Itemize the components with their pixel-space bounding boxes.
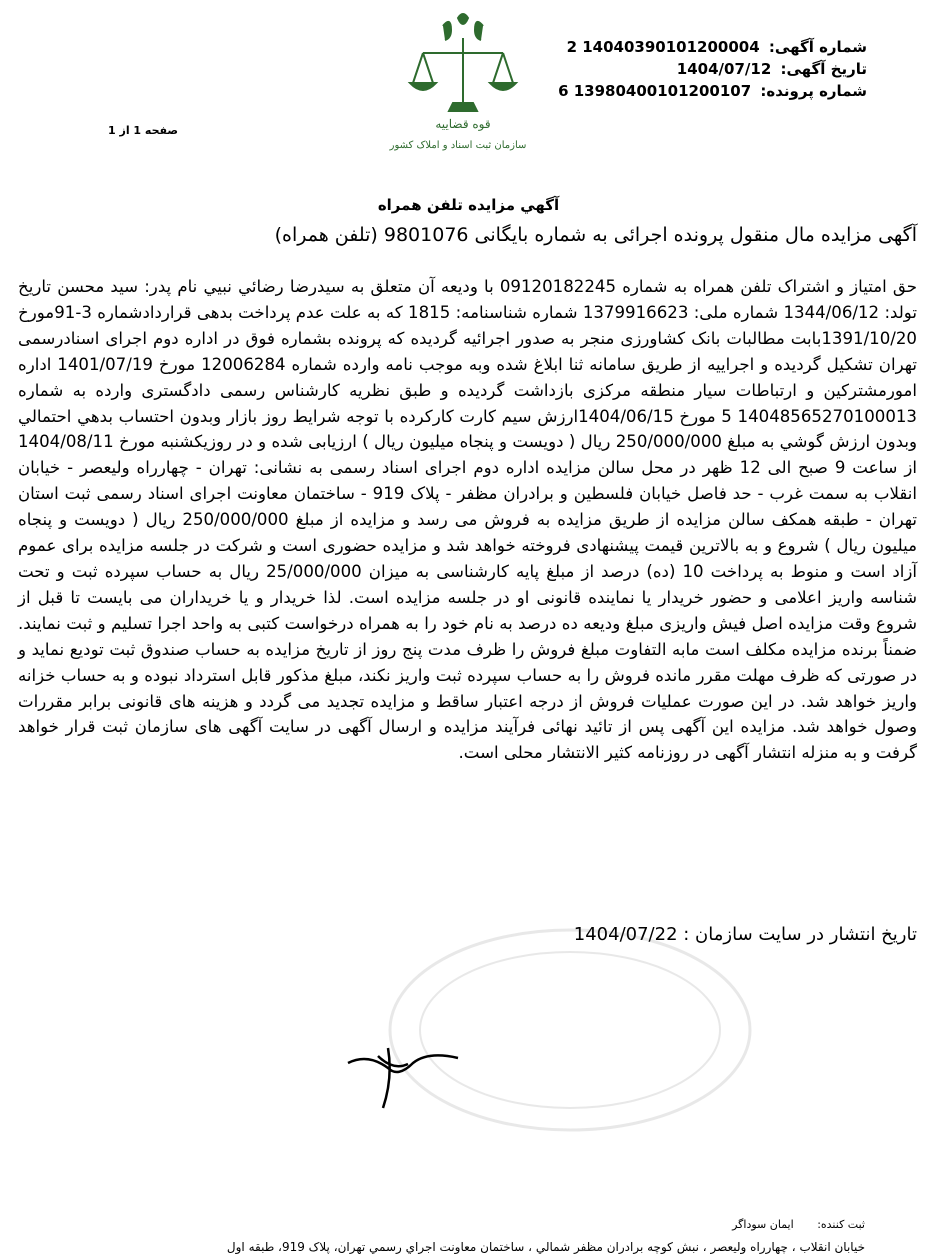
registrar (712, 1218, 865, 1231)
registrar-name: ایمان سوداگر (732, 1218, 794, 1231)
footer-address: خيابان انقلاب ، چهارراه وليعصر ، نبش کوچه برادران مظفر شمالي ، ساختمان معاونت اجراي رسمي تهران، پلاک 919، طبقه اول (226, 1240, 865, 1254)
notice-body-paragraph: حق امتیاز و اشتراک تلفن همراه به شماره 09120182245 با ودیعه آن متعلق به سیدرضا رضائي نبيي نام پدر: سید محسن تاریخ تولد: 1344/06/12 شماره ملی: 1379916623 شماره شناسنامه: 1815 که به علت عدم پرداخت بدهی قراردادشماره 3-91مورخ 1391/10/20بابت مطالبات بانک کشاورزی منجر به صدور اجرائیه گردیده که پرونده بشماره فوق در اداره دوم اجرای اسنادرسمی تهران تشکیل گردیده و اجراییه از طریق سامانه ثنا ابلاغ شده وبه موجب نامه وارده شماره 12006284 مورخ 1401/07/19 اداره امورمشترکین و ارتباطات سیار منطقه مرکزی بازداشت گردیده و طبق نظریه کارشناس رسمی دادگستری وارده به شماره 14048565270100013 5 مورخ 1404/06/15ارزش سیم کارت کارکرده با توجه شرایط روز بازار وبدون احتساب بدهي احتمالي وبدون ارزش گوشي به مبلغ 250/000/000 ريال ( دویست و پنجاه میلیون ریال ) ارزیابی شده و در روزیکشنبه مورخ 1404/08/11 از ساعت 9 صبح الی 12 ظهر در محل سالن مزایده اداره دوم اجرای اسناد رسمی به نشانی: تهران - چهارراه ولیعصر - خیابان انقلاب به سمت غرب - حد فاصل خیابان فلسطین و برادران مظفر - پلاک 919 - ساختمان معاونت اجرای اسناد رسمی ثبت استان تهران - طبقه همکف سالن مزایده از طریق مزایده به فروش می رسد و مزایده از مبلغ 250/000/000 ریال ( دویست و پنجاه میلیون ریال ) شروع و به بالاترین قیمت پیشنهادی فروخته خواهد شد و مزایده حضوری است و شرکت در جلسه مزایده برای عموم آزاد است و منوط به پرداخت 10 (ده) درصد از مبلغ پایه کارشناسی به میزان 25/000/000 ریال به حساب سپرده ثبت و تحت شناسه واریز اعلامی و حضور خریدار یا نماینده قانونی او در جلسه مزایده است. لذا خریدار و یا خریداران می بایست تا قبل از شروع وقت مزایده اصل فیش واریزی مبلغ ودیعه ده درصد به نام خود را به همراه درخواست کتبی به واحد اجرا تسلیم و ثبت نمایند. ضمناً برنده مزایده مکلف است مابه التفاوت مبلغ فروش را ظرف مدت پنج روز از تاریخ مزایده به حساب صندوق ثبت تودیع نماید و در صورتی که ظرف مهلت مقرر مانده فروش را به حساب سپرده ثبت واریز نکند، مبلغ مذکور قابل استرداد نبوده و به حساب خزانه واریز خواهد شد. در این صورت عملیات فروش از درجه اعتبار ساقط و مزایده تجدید می گردد و هزینه های قانونی برابر مقررات وصول خواهد شد. مزایده این آگهی پس از تائید نهائی فرآیند مزایده و ارسال آگهی در سایت آگهی های سازمان ثبت قرار خواهد گرفت و به منزله انتشار آگهی در روزنامه کثیر الانتشار محلی است. (18, 277, 918, 763)
page-subtitle: آگهی مزایده مال منقول پرونده اجرائی به شماره بایگانی 9801076 (تلفن همراه) (274, 224, 917, 246)
notice-number: 14040390101200004 2 (566, 38, 760, 56)
notice-number-label: شماره آگهی: (768, 38, 867, 56)
publish-date: 1404/07/22 (573, 924, 678, 945)
page-number: صفحه 1 از 1 (108, 124, 179, 137)
page-title: آگهي مزايده تلفن همراه (377, 196, 560, 214)
publish-date-label: تاریخ انتشار در سایت سازمان : (683, 924, 917, 945)
signature (338, 1008, 468, 1118)
case-number: 13980400101200107 6 (558, 82, 752, 100)
case-number-label: شماره پرونده: (760, 82, 867, 100)
notice-date-row (558, 58, 867, 80)
notice-meta (558, 36, 867, 102)
notice-date-label: تاریخ آگهی: (780, 60, 867, 78)
notice-body (18, 274, 917, 766)
notice-date: 1404/07/12 (676, 60, 772, 78)
emblem-org-line2: سازمان ثبت اسناد و املاک کشور (389, 140, 527, 151)
case-number-row (558, 80, 867, 102)
emblem-org-line1: قوه قضاییه (435, 117, 491, 131)
scales-of-justice-icon (388, 8, 538, 158)
notice-number-row (558, 36, 867, 58)
registrar-label: ثبت کننده: (817, 1218, 865, 1231)
